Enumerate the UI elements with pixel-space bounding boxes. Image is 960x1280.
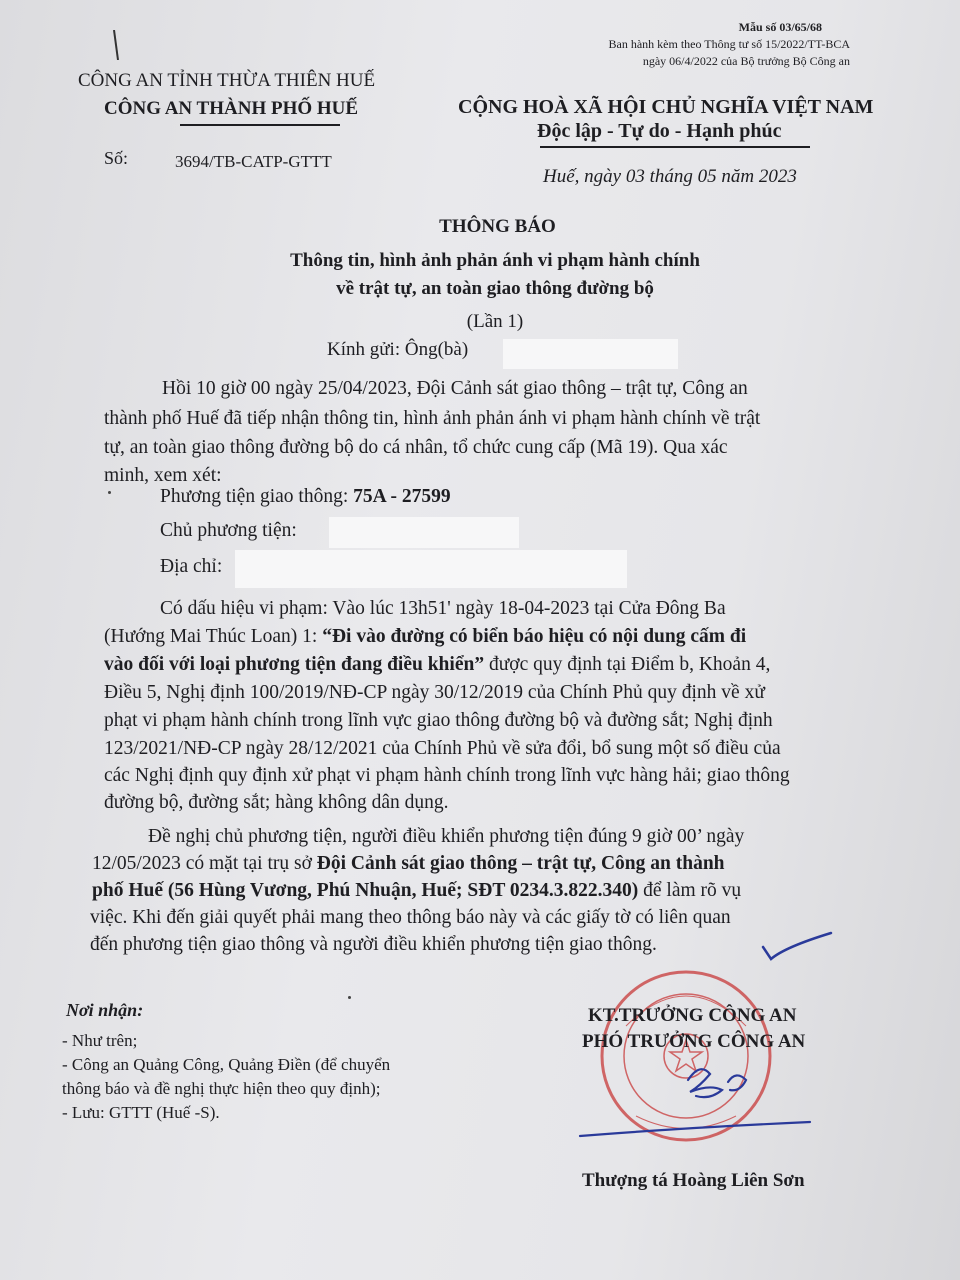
request-line-3: phố Huế (56 Hùng Vương, Phú Nhuận, Huế; SĐT 0234.3.822.340) để làm rõ vụ <box>92 880 742 901</box>
notice-subtitle-line2: về trật tự, an toàn giao thông đường bộ <box>336 278 654 299</box>
agency-name: CÔNG AN THÀNH PHỐ HUẾ <box>104 98 359 119</box>
signer-name: Thượng tá Hoàng Liên Sơn <box>582 1170 805 1191</box>
vehicle-plate: 75A - 27599 <box>353 486 451 507</box>
doc-number: 3694/TB-CATP-GTTT <box>175 152 332 171</box>
signature-title-2: PHÓ TRƯỞNG CÔNG AN <box>582 1031 806 1052</box>
intro-line-3: tự, an toàn giao thông đường bộ do cá nhân, tổ chức cung cấp (Mã 19). Qua xác <box>104 437 728 458</box>
recipient-item-3: thông báo và đề nghị thực hiện theo quy định); <box>62 1079 381 1098</box>
handwritten-signature <box>560 1040 820 1150</box>
signature-title-1: KT.TRƯỞNG CÔNG AN <box>588 1005 797 1026</box>
request-office-address: phố Huế (56 Hùng Vương, Phú Nhuận, Huế; SĐT 0234.3.822.340) <box>92 880 639 901</box>
motto: Độc lập - Tự do - Hạnh phúc <box>537 120 782 142</box>
violation-line-7: các Nghị định quy định xử phạt vi phạm hành chính trong lĩnh vực hàng hải; giao thông <box>104 765 790 786</box>
recipient-item-1: - Như trên; <box>62 1031 138 1050</box>
violation-line-6: 123/2021/NĐ-CP ngày 28/12/2021 của Chính Phủ về sửa đổi, bổ sung một số điều của <box>104 738 781 759</box>
form-number: Mẫu số 03/65/68 <box>738 20 822 34</box>
form-note-line1: Ban hành kèm theo Thông tư số 15/2022/TT-BCA <box>608 37 850 51</box>
vehicle-label: Phương tiện giao thông: <box>160 486 354 507</box>
redacted-owner <box>329 517 519 548</box>
violation-line-8: đường bộ, đường sắt; hàng không dân dụng. <box>104 792 449 813</box>
place-date: Huế, ngày 03 tháng 05 năm 2023 <box>543 166 797 187</box>
request-office: Đội Cảnh sát giao thông – trật tự, Công an thành <box>316 853 725 874</box>
redacted-address <box>235 550 627 588</box>
owner-label: Chủ phương tiện: <box>160 520 297 541</box>
violation-line-5: phạt vi phạm hành chính trong lĩnh vực giao thông đường bộ và đường sắt; Nghị định <box>104 710 773 731</box>
request-line-1: Đề nghị chủ phương tiện, người điều khiển phương tiện đúng 9 giờ 00’ ngày <box>148 826 745 847</box>
violation-line-3: vào đối với loại phương tiện đang điều khiển” được quy định tại Điểm b, Khoản 4, <box>104 654 771 675</box>
ink-tick-mark <box>755 925 835 970</box>
recipients-title: Nơi nhận: <box>66 1000 144 1020</box>
recipient-item-4: - Lưu: GTTT (Huế -S). <box>62 1103 220 1122</box>
violation-quote-part2: vào đối với loại phương tiện đang điều khiển” <box>104 654 485 675</box>
intro-line-2: thành phố Huế đã tiếp nhận thông tin, hình ảnh phản ánh vi phạm hành chính về trật <box>104 408 761 429</box>
vehicle-row <box>160 486 451 508</box>
violation-quote-part1: “Đi vào đường có biển báo hiệu có nội dung cấm đi <box>322 626 747 647</box>
stray-dot <box>108 491 111 494</box>
request-line-2: 12/05/2023 có mặt tại trụ sở Đội Cảnh sát giao thông – trật tự, Công an thành <box>92 853 725 874</box>
form-note-line2: ngày 06/4/2022 của Bộ trưởng Bộ Công an <box>642 54 850 68</box>
request-line-4: việc. Khi đến giải quyết phải mang theo thông báo này và các giấy tờ có liên quan <box>90 907 731 928</box>
agency-underline <box>180 124 340 126</box>
nation-title: CỘNG HOÀ XÃ HỘI CHỦ NGHĨA VIỆT NAM <box>458 96 874 118</box>
violation-line-1: Có dấu hiệu vi phạm: Vào lúc 13h51' ngày 18-04-2023 tại Cửa Đông Ba <box>160 598 726 619</box>
notice-subtitle-line1: Thông tin, hình ảnh phản ánh vi phạm hành chính <box>290 250 700 271</box>
addressee-label: Kính gửi: Ông(bà) <box>327 339 469 360</box>
violation-line-4: Điều 5, Nghị định 100/2019/NĐ-CP ngày 30/12/2019 của Chính Phủ quy định về xử <box>104 682 765 703</box>
stray-dot-2 <box>348 996 351 999</box>
intro-line-1: Hồi 10 giờ 00 ngày 25/04/2023, Đội Cảnh sát giao thông – trật tự, Công an <box>162 378 748 399</box>
doc-number-label: Số: <box>104 148 129 168</box>
address-label: Địa chỉ: <box>160 556 223 577</box>
notice-attempt: (Lần 1) <box>466 311 524 332</box>
violation-line-2: (Hướng Mai Thúc Loan) 1: “Đi vào đường có biển báo hiệu có nội dung cấm đi <box>104 626 747 647</box>
request-line-5: đến phương tiện giao thông và người điều khiển phương tiện giao thông. <box>90 934 657 955</box>
recipient-item-2: - Công an Quảng Công, Quảng Điền (để chuyển <box>62 1055 391 1074</box>
notice-title: THÔNG BÁO <box>439 216 556 237</box>
pen-mark <box>112 30 120 60</box>
motto-underline <box>540 146 810 148</box>
redacted-addressee <box>503 339 678 369</box>
agency-parent: CÔNG AN TỈNH THỪA THIÊN HUẾ <box>78 70 376 91</box>
intro-line-4: minh, xem xét: <box>104 465 222 486</box>
